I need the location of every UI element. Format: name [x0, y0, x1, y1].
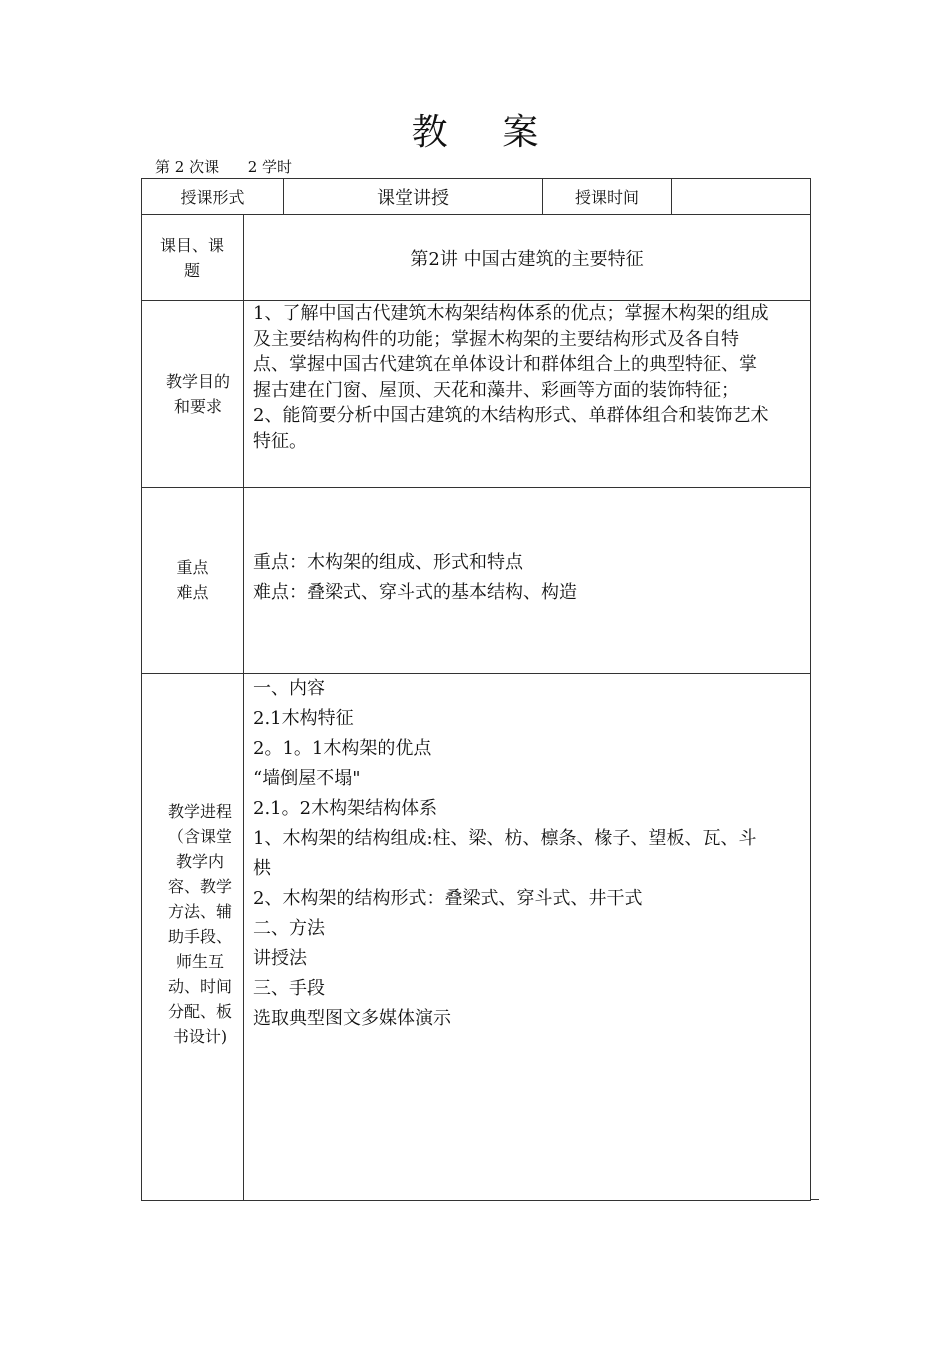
key-content	[243, 488, 810, 673]
time-value	[671, 179, 810, 214]
progress-line: 三、手段	[253, 978, 325, 999]
progress-line: 二、方法	[253, 918, 325, 939]
progress-line: 2、木构架的结构形式：叠梁式、穿斗式、井干式	[253, 888, 643, 909]
topic-row	[141, 214, 811, 301]
class-hours-line: 第 2 次课 2 学时	[155, 158, 293, 176]
goals-content	[243, 301, 810, 487]
form-label: 授课形式	[180, 188, 245, 207]
teaching-progress-row	[141, 673, 811, 1201]
progress-label-line: 教学内	[175, 852, 224, 871]
progress-label-line: 书设计)	[172, 1027, 228, 1046]
progress-label-line: 教学进程	[167, 802, 232, 821]
time-label: 授课时间	[542, 179, 671, 214]
table-bottom-extension	[810, 1199, 819, 1200]
topic-value: 第2讲 中国古建筑的主要特征	[243, 215, 810, 300]
progress-label-line: 容、教学	[167, 877, 232, 896]
progress-label-line: （含课堂	[167, 827, 232, 846]
key-label-1: 重点	[176, 558, 209, 577]
difficulty-line: 难点：叠梁式、穿斗式的基本结构、构造	[253, 582, 577, 603]
form-value: 课堂讲授	[283, 179, 542, 214]
progress-label-line: 助手段、	[167, 927, 232, 946]
key-points-row	[141, 487, 811, 674]
key-point-line: 重点：木构架的组成、形式和特点	[253, 552, 523, 573]
goals-line: 2、能简要分析中国古建筑的木结构形式、单群体组合和装饰艺术	[253, 405, 769, 426]
progress-label-line: 动、时间	[167, 977, 232, 996]
progress-line: 栱	[253, 858, 271, 879]
progress-line: 2。1。1木构架的优点	[253, 738, 432, 759]
key-label-2: 难点	[176, 583, 209, 602]
goals-line: 1、了解中国古代建筑木构架结构体系的优点；掌握木构架的组成	[253, 303, 769, 324]
progress-line: 一、内容	[253, 678, 325, 699]
header-row	[141, 178, 811, 215]
goals-line: 及主要结构构件的功能；掌握木构架的主要结构形式及各自特	[253, 328, 739, 350]
progress-line: 2.1木构特征	[253, 708, 354, 729]
progress-line: “墙倒屋不塌"	[253, 768, 361, 789]
progress-line: 讲授法	[253, 948, 307, 969]
goals-line: 点、掌握中国古代建筑在单体设计和群体组合上的典型特征、掌	[253, 354, 757, 375]
progress-label-line: 方法、辅	[167, 902, 232, 921]
goals-row	[141, 300, 811, 488]
progress-label	[160, 799, 240, 1049]
progress-label-line: 师生互	[175, 952, 224, 971]
progress-line: 2.1。2木构架结构体系	[253, 798, 438, 819]
key-label	[142, 555, 243, 605]
progress-line: 1、木构架的结构组成:柱、梁、枋、檩条、椽子、望板、瓦、斗	[253, 828, 757, 849]
progress-line: 选取典型图文多媒体演示	[253, 1008, 451, 1029]
document-title: 教 案	[411, 112, 560, 153]
progress-content	[243, 674, 810, 1200]
goals-label: 教学目的和要求	[165, 372, 230, 416]
goals-line: 特征。	[253, 430, 307, 452]
progress-label-line: 分配、板	[167, 1002, 232, 1021]
goals-line: 握古建在门窗、屋顶、天花和藻井、彩画等方面的装饰特征；	[253, 379, 739, 401]
topic-label: 课目、课题	[160, 235, 225, 280]
